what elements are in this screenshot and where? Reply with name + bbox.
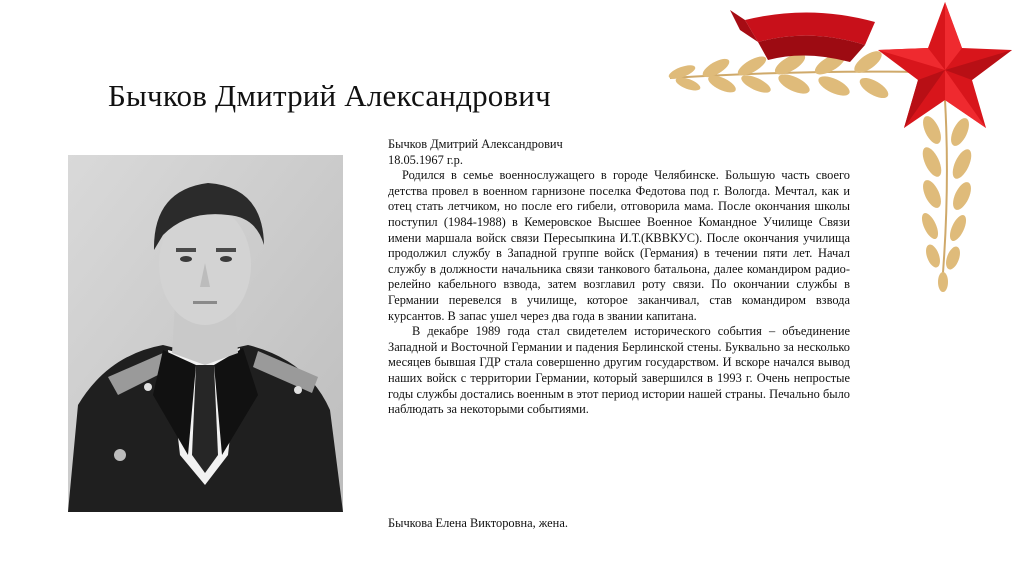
biography-text [388, 137, 850, 418]
red-ribbon-icon [730, 10, 875, 62]
page-title: Бычков Дмитрий Александрович [108, 78, 551, 113]
bio-paragraph-1: Родился в семье военнослужащего в городе Челябинске. Большую часть своего детства провел в военном гарнизоне поселка Федотова под г. Вологда. Мечтал, как и отец стать летчиком, но после его гибели, отговорила мама. После окончания школы поступил (1984-1988) в Кемеровское Высшее Военное Командное Училище Связи имени маршала войск связи Пересыпкина И.Т.(КВВКУС). После окончания училища продолжил службу в Западной группе войск (Германия) в течении пяти лет. Начал службу в должности начальника связи танкового батальона, далее командиром радио-релейно кабельного взвода, затем возглавил роту связи. По окончании службы в Германии перевелся в училище, которое заканчивал, став командиром взвода курсантов. В запас ушел через два года в звании капитана. [388, 168, 850, 323]
bio-birth-date: 18.05.1967 г.р. [388, 152, 463, 167]
portrait-photo [68, 155, 343, 512]
author-signature: Бычкова Елена Викторовна, жена. [388, 516, 568, 530]
bio-paragraph-2: В декабре 1989 года стал свидетелем исторического события – объединение Западной и Восточной Германии и падения Берлинской стены. Буквально за несколько месяцев бывшая ГДР стала совершенно другим государством. И вскоре начался вывод наших войск с территории Германии, который завершился в 1993 г. Очень непростые годы службы достались военным в этот период истории нашей страны. Печально было наблюдать за некоторыми событиями. [388, 324, 850, 417]
bio-name: Бычков Дмитрий Александрович [388, 137, 563, 151]
